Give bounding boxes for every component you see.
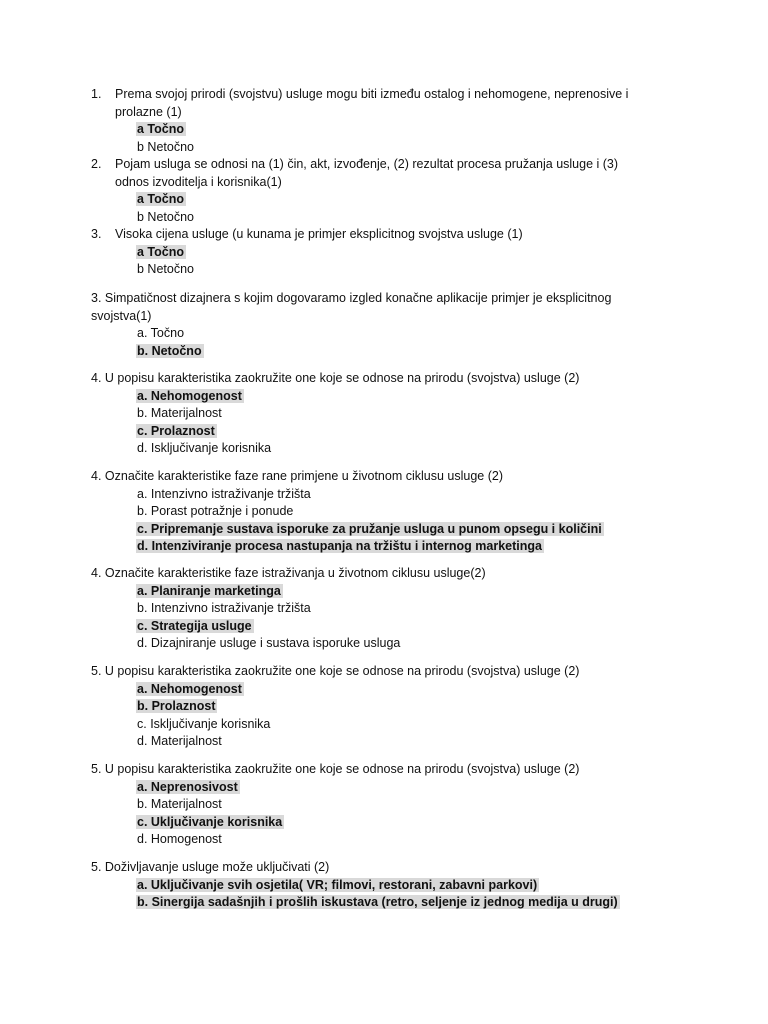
answer-label: b Netočno xyxy=(137,262,194,276)
answer-label: a. Neprenosivost xyxy=(137,779,238,794)
question-number: 3. xyxy=(91,227,102,241)
answer-label: c. Strategija usluge xyxy=(137,618,252,633)
answer-label: b Netočno xyxy=(137,139,194,154)
answer-option-highlighted xyxy=(137,583,651,601)
answer-option-highlighted xyxy=(137,698,651,716)
answer-label: a. Nehomogenost xyxy=(137,388,242,403)
question-text: 5. U popisu karakteristika zaokružite one koje se odnose na prirodu (svojstva) usluge (2) xyxy=(91,664,580,678)
answer-option xyxy=(137,831,651,849)
answer-label: c. Isključivanje korisnika xyxy=(137,716,271,731)
answer-label: b. Materijalnost xyxy=(137,406,222,420)
question-text: Visoka cijena usluge (u kunama je primjer eksplicitnog svojstva usluge (1) xyxy=(115,227,523,241)
numbered-question-list xyxy=(0,86,768,279)
answer-option-highlighted xyxy=(137,244,768,262)
answer-label: b. Netočno xyxy=(137,343,202,358)
question-text: 5. Doživljavanje usluge može uključivati (2) xyxy=(91,860,330,874)
question-number: 2. xyxy=(91,157,102,171)
answer-label: b Netočno xyxy=(137,209,194,224)
answer-label: a. Točno xyxy=(137,326,185,340)
question-block xyxy=(91,859,651,912)
answer-option xyxy=(137,716,651,734)
answer-option-highlighted xyxy=(137,894,651,912)
question-text: 3. Simpatičnost dizajnera s kojim dogovaramo izgled konačne aplikacije primjer je eksplicitnog svojstva(1) xyxy=(91,291,612,323)
answer-option-highlighted xyxy=(137,191,768,209)
answer-option xyxy=(137,325,651,343)
answer-option xyxy=(137,209,768,227)
answer-option xyxy=(137,600,651,618)
answer-label: a Točno xyxy=(137,192,184,206)
answer-label: a Točno xyxy=(137,122,184,136)
answer-label: c. Prolaznost xyxy=(137,423,215,438)
answer-option-highlighted xyxy=(137,388,651,406)
answer-label: c. Uključivanje korisnika xyxy=(137,814,283,829)
question-item xyxy=(0,156,655,191)
answer-option xyxy=(137,635,651,653)
question-text: 4. Označite karakteristike faze istraživanja u životnom ciklusu usluge(2) xyxy=(91,566,486,580)
answer-label: b. Porast potražnje i ponude xyxy=(137,504,294,518)
answer-option-highlighted xyxy=(137,521,651,539)
question-text: Prema svojoj prirodi (svojstvu) usluge mogu biti između ostalog i nehomogene, neprenosive i prolazne (1) xyxy=(115,87,629,119)
answer-option xyxy=(137,261,768,279)
question-item xyxy=(0,86,655,121)
answer-option-highlighted xyxy=(137,681,651,699)
question-block xyxy=(91,370,651,458)
question-block xyxy=(91,565,651,653)
answer-label: d. Isključivanje korisnika xyxy=(137,441,272,455)
answer-option-highlighted xyxy=(137,121,768,139)
answer-label: a. Planiranje marketinga xyxy=(137,583,281,598)
question-text: 5. U popisu karakteristika zaokružite one koje se odnose na prirodu (svojstva) usluge (2) xyxy=(91,762,580,776)
answer-label: d. Materijalnost xyxy=(137,734,222,748)
answer-option xyxy=(137,405,651,423)
answer-label: b. Intenzivno istraživanje tržišta xyxy=(137,601,311,615)
answer-option xyxy=(137,733,651,751)
answer-option-highlighted xyxy=(137,618,651,636)
answer-option-highlighted xyxy=(137,877,651,895)
question-block xyxy=(91,663,651,751)
answer-label: d. Intenziviranje procesa nastupanja na tržištu i internog marketinga xyxy=(137,539,542,553)
answer-label: a. Intenzivno istraživanje tržišta xyxy=(137,486,311,501)
answer-option-highlighted xyxy=(137,343,651,361)
answer-option xyxy=(137,503,651,521)
answer-label: d. Dizajniranje usluge i sustava isporuke usluga xyxy=(137,636,401,650)
question-block xyxy=(91,468,651,556)
question-number: 1. xyxy=(91,87,102,101)
answer-option xyxy=(137,796,651,814)
answer-label: b. Sinergija sadašnjih i prošlih iskustava (retro, seljenje iz jednog medija u drugi) xyxy=(137,895,618,909)
answer-label: b. Materijalnost xyxy=(137,797,222,811)
question-text: Pojam usluga se odnosi na (1) čin, akt, izvođenje, (2) rezultat procesa pružanja usluge i (3) odnos izvoditelja i korisnika(1) xyxy=(115,157,619,189)
question-text: 4. Označite karakteristike faze rane primjene u životnom ciklusu usluge (2) xyxy=(91,469,503,483)
answer-label: b. Prolaznost xyxy=(137,699,216,713)
question-block xyxy=(91,290,651,360)
answer-option-highlighted xyxy=(137,779,651,797)
answer-label: c. Pripremanje sustava isporuke za pružanje usluga u punom opsegu i količini xyxy=(137,521,602,536)
answer-option xyxy=(137,486,651,504)
answer-label: d. Homogenost xyxy=(137,832,222,846)
answer-label: a. Nehomogenost xyxy=(137,681,242,696)
answer-label: a. Uključivanje svih osjetila( VR; filmovi, restorani, zabavni parkovi) xyxy=(137,877,538,892)
answer-option-highlighted xyxy=(137,538,651,556)
answer-option xyxy=(137,139,768,157)
answer-option xyxy=(137,440,651,458)
question-block xyxy=(91,761,651,849)
answer-label: a Točno xyxy=(137,244,184,259)
answer-option-highlighted xyxy=(137,423,651,441)
question-text: 4. U popisu karakteristika zaokružite one koje se odnose na prirodu (svojstva) usluge (2) xyxy=(91,371,580,385)
question-item xyxy=(0,226,655,244)
answer-option-highlighted xyxy=(137,814,651,832)
